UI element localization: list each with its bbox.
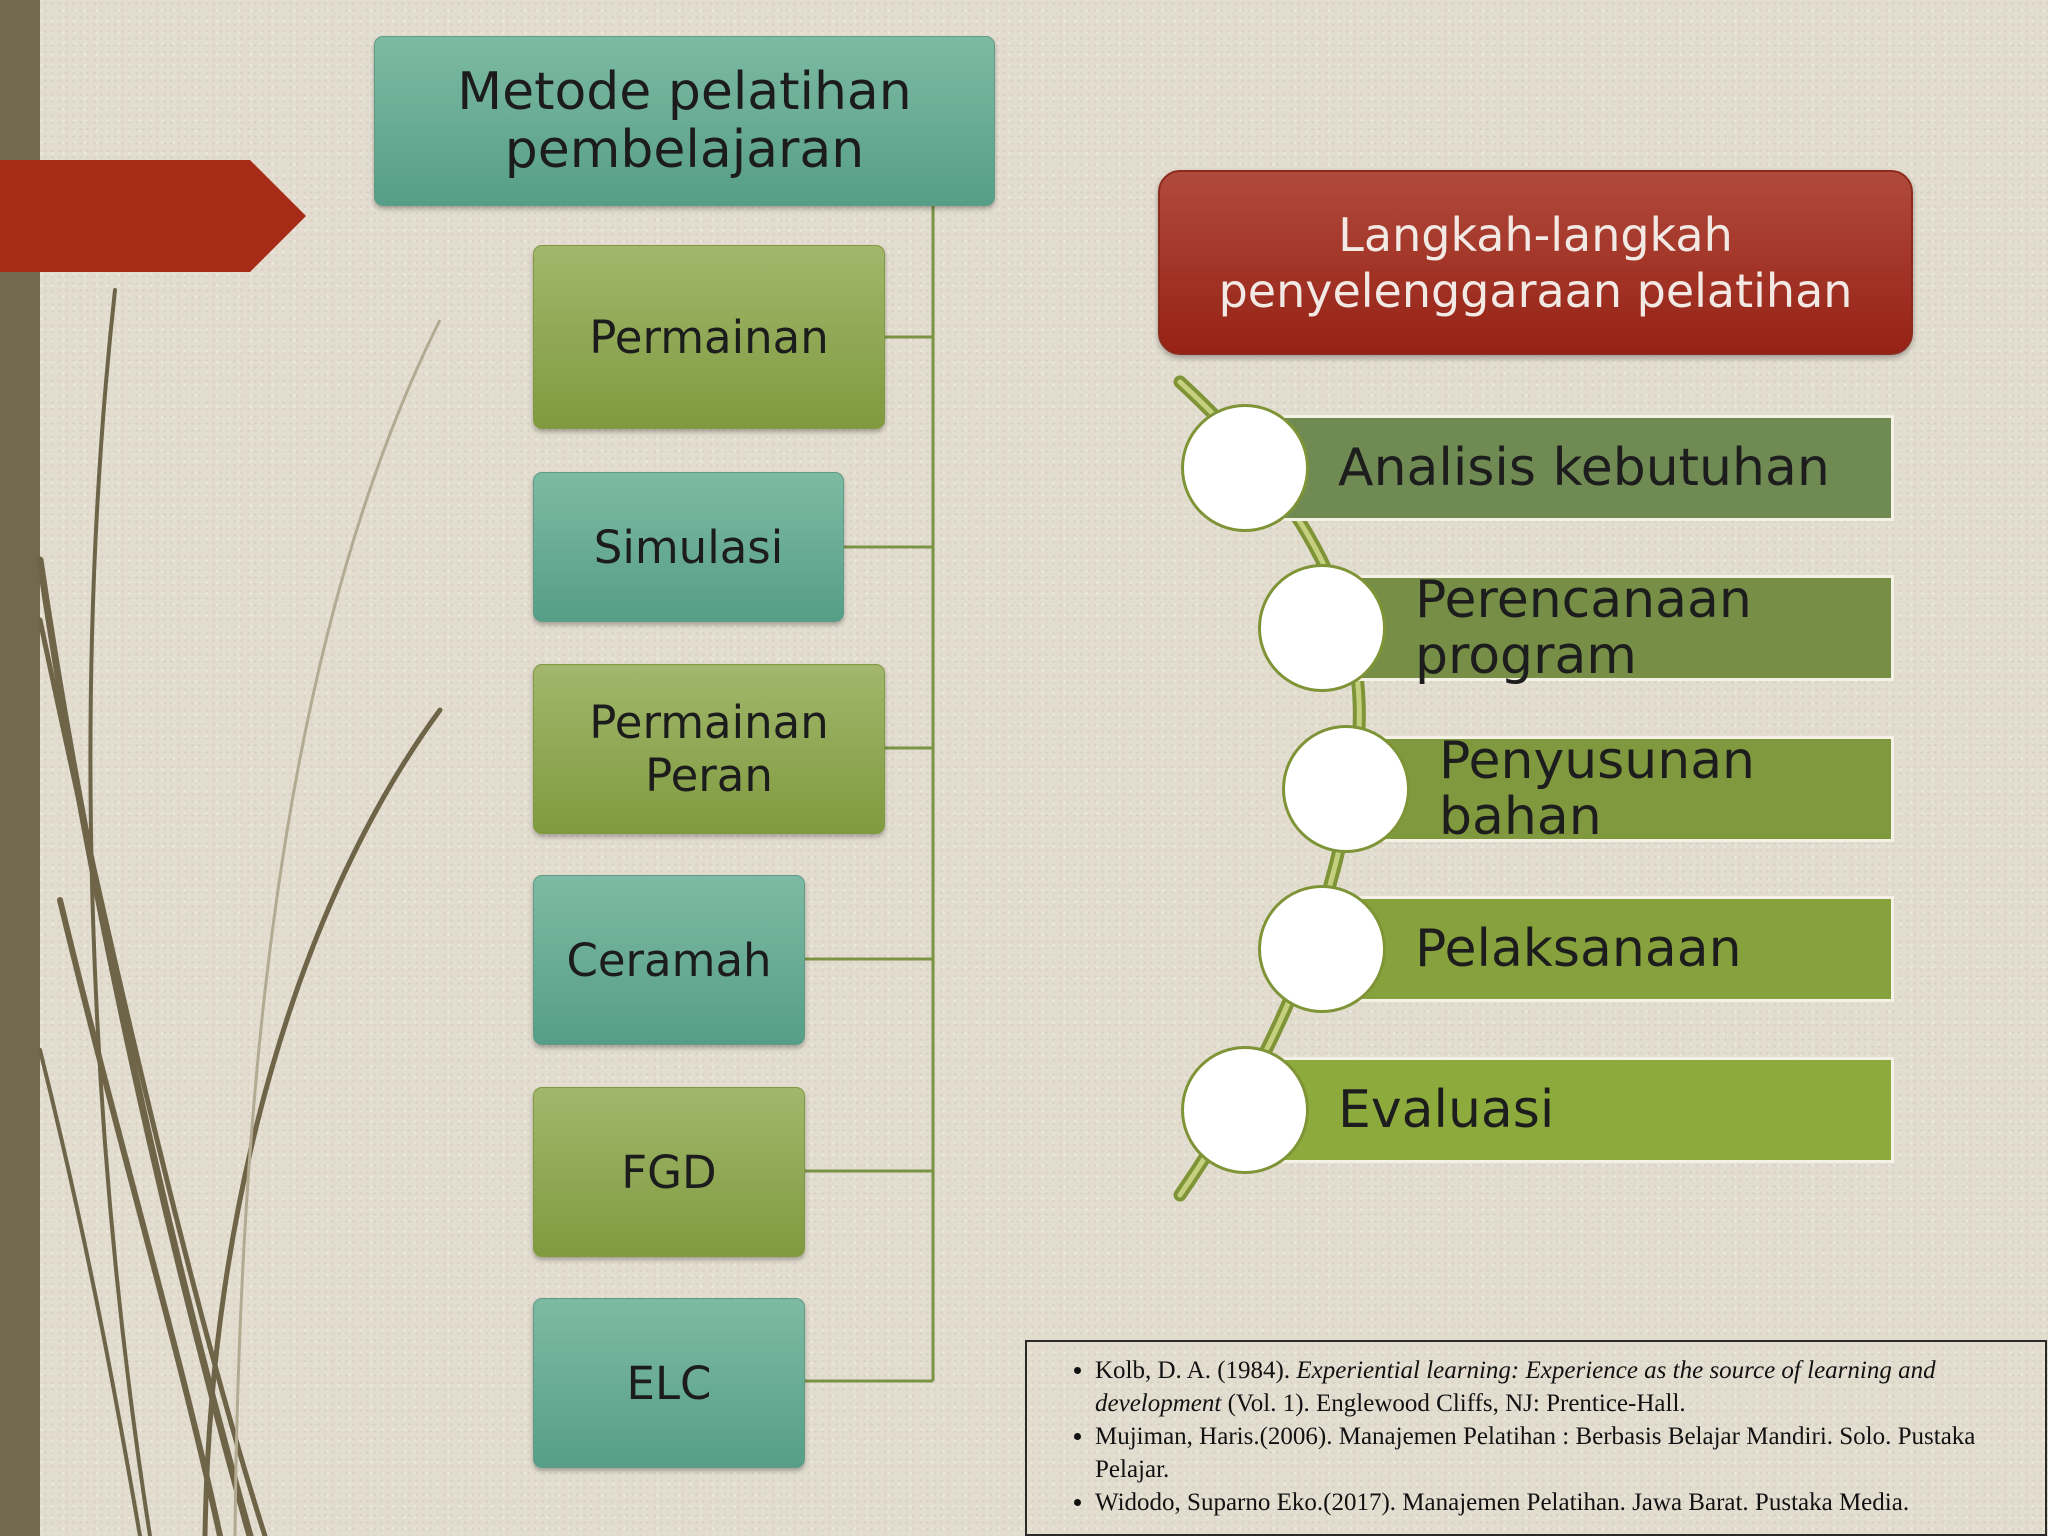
- step-circle-icon: [1258, 564, 1386, 692]
- step-label: Penyusunan bahan: [1439, 731, 1756, 847]
- step-bar-perencanaan: [1322, 570, 1894, 686]
- step-label: Analisis kebutuhan: [1338, 438, 1830, 498]
- step-label: Perencanaan program: [1415, 570, 1752, 686]
- method-label: ELC: [626, 1356, 712, 1410]
- method-label: Simulasi: [593, 520, 784, 574]
- step-circle-icon: [1181, 1046, 1309, 1174]
- steps-title: Langkah-langkah penyelenggaraan pelatihan: [1218, 207, 1853, 318]
- reference-item: • Kolb, D. A. (1984). Experiential learning: Experience as the source of learning and development (Vol. 1). Englewood Cliffs, NJ: Prentice-Hall.: [1095, 1354, 2031, 1420]
- step-bar-evaluasi: [1245, 1057, 1894, 1163]
- step-circle-icon: [1258, 885, 1386, 1013]
- step-label: Pelaksanaan: [1415, 919, 1742, 979]
- step-bar-penyusunan: [1346, 731, 1894, 847]
- method-label: Permainan: [589, 310, 829, 364]
- method-label: Permainan Peran: [589, 696, 829, 802]
- reference-item: • Widodo, Suparno Eko.(2017). Manajemen Pelatihan. Jawa Barat. Pustaka Media.: [1095, 1486, 2031, 1519]
- step-circle-icon: [1181, 404, 1309, 532]
- methods-title: Metode pelatihan pembelajaran: [457, 62, 912, 180]
- step-bar-analisis: [1245, 415, 1894, 521]
- method-label: FGD: [621, 1145, 717, 1199]
- step-circle-icon: [1282, 725, 1410, 853]
- method-label: Ceramah: [566, 933, 772, 987]
- reference-item: • Mujiman, Haris.(2006). Manajemen Pelatihan : Berbasis Belajar Mandiri. Solo. Pustaka Pelajar.: [1095, 1420, 2031, 1486]
- step-label: Evaluasi: [1338, 1080, 1555, 1140]
- step-bar-pelaksanaan: [1322, 896, 1894, 1002]
- references-box: [1025, 1340, 2047, 1536]
